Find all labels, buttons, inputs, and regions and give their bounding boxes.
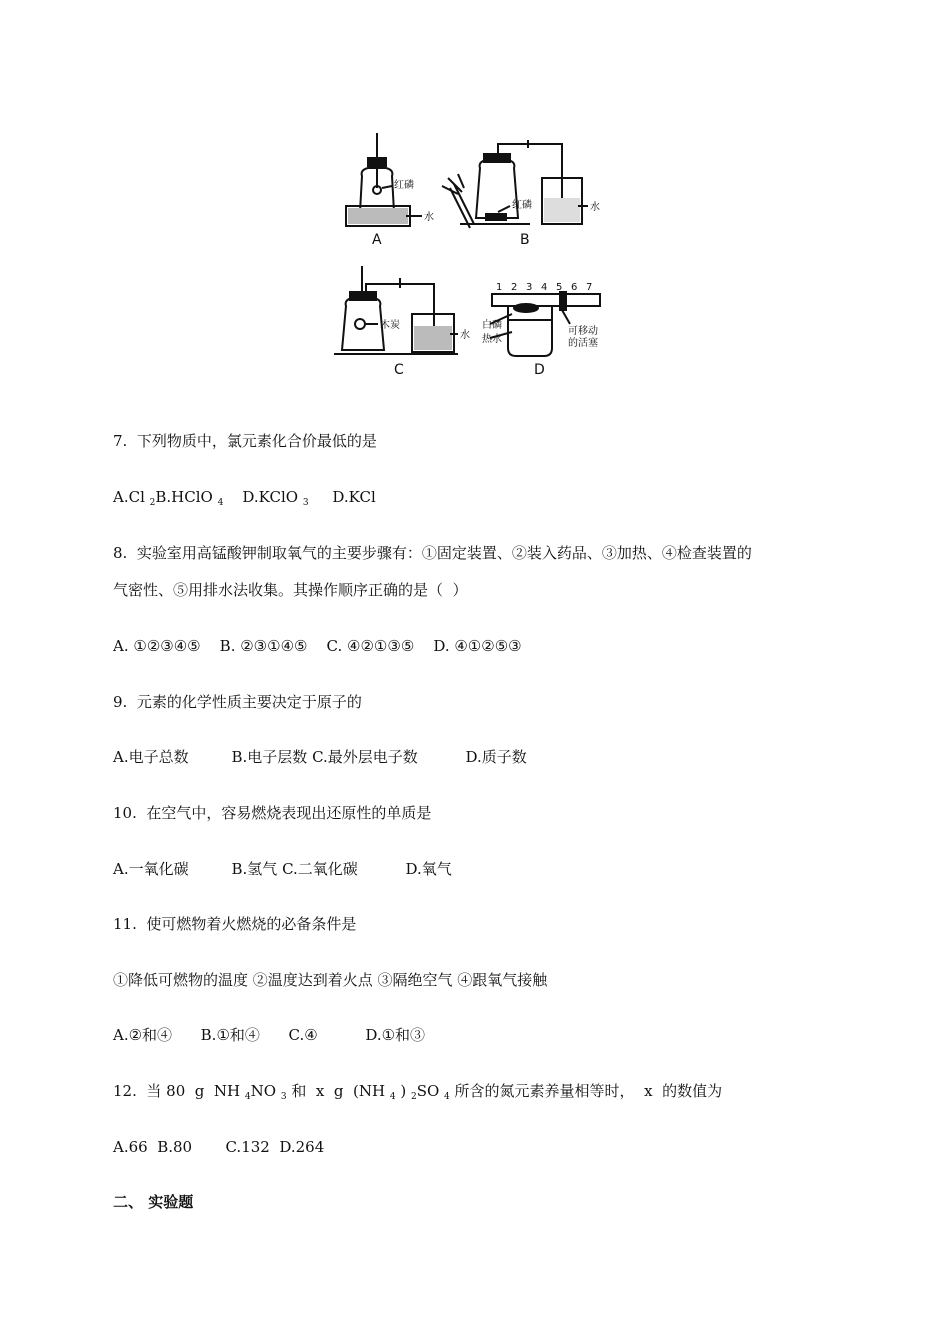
q7-option-c-sub: 3 — [302, 498, 309, 508]
q12-stem — [113, 1081, 722, 1104]
q12-part6: 所含的氮元素养量相等时， x 的数值为 — [449, 1082, 723, 1100]
q7-option-d: D.KCl — [308, 488, 376, 506]
q10-options: A.一氧化碳 B.氢气 C.二氧化碳 D.氧气 — [113, 860, 452, 878]
label-b: B — [520, 232, 530, 248]
label-a-water: 水 — [424, 212, 434, 223]
q12-part3: 和 x g (NH — [286, 1082, 390, 1100]
q12-part4: ) — [395, 1082, 411, 1100]
scale-2: 2 — [511, 282, 518, 293]
q12-options: A.66 B.80 C.132 D.264 — [113, 1138, 325, 1156]
q7-option-c: D.KClO — [223, 488, 303, 506]
q11-options: A.②和④ B.①和④ C.④ D.①和③ — [113, 1026, 426, 1044]
q12-part5: SO — [416, 1082, 445, 1100]
q9-stem: 9. 元素的化学性质主要决定于原子的 — [113, 693, 362, 711]
q7-option-b: B.HClO — [155, 488, 218, 506]
q8-stem-line2: 气密性、⑤用排水法收集。其操作顺序正确的是（ ） — [113, 581, 468, 599]
q9-options: A.电子总数 B.电子层数 C.最外层电子数 D.质子数 — [113, 748, 527, 766]
apparatus-b — [442, 140, 582, 228]
label-c-charcoal: 木炭 — [380, 320, 400, 331]
label-d-hot-water: 热水 — [482, 334, 502, 345]
scale-6: 6 — [571, 282, 578, 293]
q12-sub1: 4 — [244, 1092, 251, 1102]
q12-sub3: 4 — [389, 1092, 396, 1102]
q12-part2: NO — [250, 1082, 281, 1100]
label-b-phosphorus: 红磷 — [512, 200, 532, 211]
q8-options: A. ①②③④⑤ B. ②③①④⑤ C. ④②①③⑤ D. ④①②⑤③ — [113, 637, 522, 655]
experiment-apparatus-figure — [330, 128, 610, 383]
label-a-phosphorus: 红磷 — [394, 180, 414, 191]
q8-stem-line1: 8. 实验室用高锰酸钾制取氧气的主要步骤有：①固定装置、②装入药品、③加热、④检查装置的 — [113, 544, 752, 562]
label-d-piston-line2: 的活塞 — [568, 338, 598, 349]
scale-5: 5 — [556, 282, 563, 293]
q7-option-a-sub: 2 — [149, 498, 156, 508]
q12-part1: 12. 当 80 g NH — [113, 1082, 245, 1100]
q12-sub4: 2 — [410, 1092, 417, 1102]
apparatus-c — [334, 266, 458, 354]
label-b-water: 水 — [590, 202, 600, 213]
q7-options — [113, 487, 376, 510]
scale-7: 7 — [586, 282, 593, 293]
scale-3: 3 — [526, 282, 533, 293]
q7-stem: 7. 下列物质中，氯元素化合价最低的是 — [113, 432, 377, 450]
label-c: C — [394, 362, 404, 378]
q7-option-a: A.Cl — [113, 488, 150, 506]
section-heading-experiment: 二、 实验题 — [113, 1193, 194, 1211]
label-a: A — [372, 232, 382, 248]
q12-sub5: 4 — [444, 1092, 450, 1102]
scale-1: 1 — [496, 282, 503, 293]
label-d: D — [534, 362, 545, 378]
label-d-piston-line1: 可移动 — [568, 326, 598, 337]
q10-stem: 10. 在空气中，容易燃烧表现出还原性的单质是 — [113, 804, 432, 822]
q11-stem: 11. 使可燃物着火燃烧的必备条件是 — [113, 915, 357, 933]
label-c-water: 水 — [460, 330, 470, 341]
label-d-white-phosphorus: 白磷 — [482, 320, 502, 331]
q12-sub2: 3 — [280, 1092, 287, 1102]
q11-conditions: ①降低可燃物的温度 ②温度达到着火点 ③隔绝空气 ④跟氧气接触 — [113, 971, 548, 989]
scale-4: 4 — [541, 282, 548, 293]
q7-option-b-sub: 4 — [217, 498, 224, 508]
